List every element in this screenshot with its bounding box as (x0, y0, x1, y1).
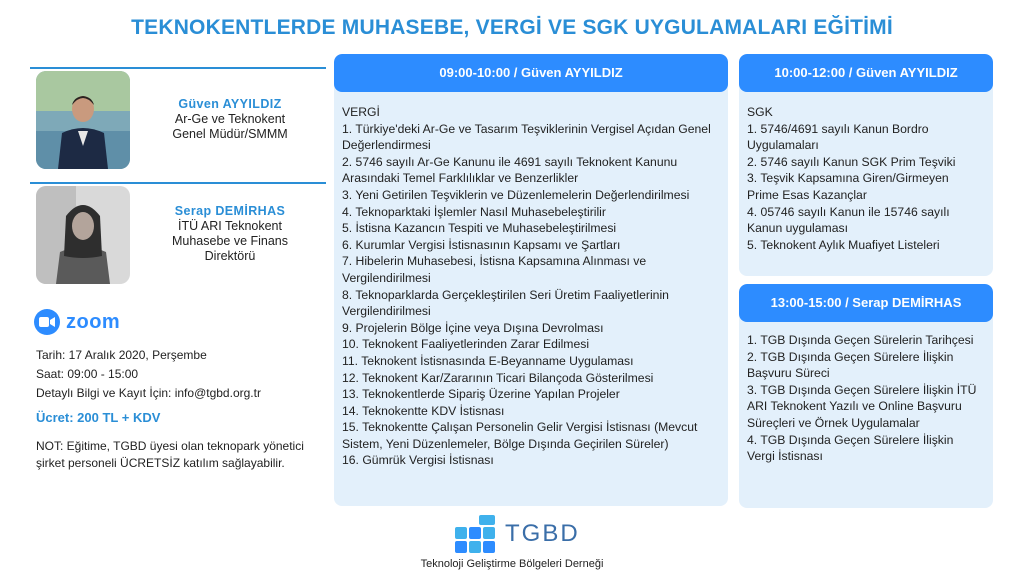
event-time: Saat: 09:00 - 15:00 (36, 367, 139, 381)
logo-text: TGBD (505, 520, 580, 547)
session-header: 09:00-10:00 / Güven AYYILDIZ (334, 54, 728, 92)
session-topic: 8. Teknoparklarda Gerçekleştirilen Seri Üretim Faaliyetlerinin Vergilendirilmesi (342, 287, 669, 319)
speaker-role: Muhasebe ve Finans (171, 234, 289, 248)
zoom-logo (34, 308, 120, 336)
session-topic: 13. Teknokentlerde Sipariş Üzerine Yapılan Projeler (342, 387, 620, 402)
session-topic: 7. Hibelerin Muhasebesi, İstisna Kapsamına Alınması ve Vergilendirilmesi (342, 254, 647, 285)
session-topic: 1. Türkiye'deki Ar-Ge ve Tasarım Teşviklerinin Vergisel Açıdan Genel Değerlendirmesi (342, 121, 711, 153)
session-topic: 6. Kurumlar Vergisi İstisnasının Kapsamı ve Şartları (342, 237, 621, 252)
divider (30, 67, 326, 69)
logo-subtitle: Teknoloji Geliştirme Bölgeleri Derneği (420, 558, 604, 570)
divider (30, 182, 326, 184)
event-date: Tarih: 17 Aralık 2020, Perşembe (36, 348, 207, 362)
session-topic: 3. TGB Dışında Geçen Sürelere İlişkin İTÜ ARI Teknokent Yazılı ve Online Başvuru Süreçleri ve Örnek Uygulamalar (747, 382, 977, 430)
tgbd-logo-icon (455, 515, 497, 553)
speaker-role: İTÜ ARI Teknokent (178, 219, 282, 233)
session-topic: VERGİ (342, 105, 380, 119)
session-topic: 1. 5746/4691 sayılı Kanun Bordro Uygulamaları (747, 121, 929, 153)
session-topic: 16. Gümrük Vergisi İstisnası (342, 453, 494, 468)
session-topic: 5. Teknokent Aylık Muafiyet Listeleri (747, 237, 940, 252)
speaker-role: Ar-Ge ve Teknokent (174, 112, 286, 126)
video-camera-icon (34, 309, 60, 335)
session-topic: 2. 5746 sayılı Ar-Ge Kanunu ile 4691 sayılı Teknokent Kanunu Arasındaki Temel Farklılıklar ve Benzerlikler (342, 154, 678, 186)
session-topic: 2. TGB Dışında Geçen Sürelere İlişkin Başvuru Süreci (747, 349, 954, 381)
event-contact: Detaylı Bilgi ve Kayıt İçin: info@tgbd.org.tr (36, 386, 261, 400)
speaker-info-2 (138, 204, 322, 264)
page-title: TEKNOKENTLERDE MUHASEBE, VERGİ VE SGK UYGULAMALARI EĞİTİMİ (131, 16, 893, 39)
session-topic: 3. Yeni Getirilen Teşviklerin ve Düzenlemelerin Değerlendirilmesi (342, 187, 690, 202)
speaker-info-1 (138, 97, 322, 142)
speaker-photo-2 (36, 186, 130, 284)
speaker-role: Genel Müdür/SMMM (172, 127, 288, 141)
session-topic: SGK (747, 105, 773, 119)
session-topic: 5. İstisna Kazancın Tespiti ve Muhasebeleştirilmesi (342, 221, 617, 236)
tgbd-logo (455, 515, 580, 553)
session-topics (739, 322, 993, 465)
session-card-2 (739, 54, 993, 276)
session-header: 10:00-12:00 / Güven AYYILDIZ (739, 54, 993, 92)
session-topic: 12. Teknokent Kar/Zararının Ticari Bilançoda Gösterilmesi (342, 370, 654, 385)
session-topic: 4. Teknoparktaki İşlemler Nasıl Muhasebeleştirilir (342, 204, 606, 219)
session-header: 13:00-15:00 / Serap DEMİRHAS (739, 284, 993, 322)
session-topic: 3. Teşvik Kapsamına Giren/Girmeyen Prime Esas Kazançlar (747, 171, 949, 202)
session-topic: 1. TGB Dışında Geçen Sürelerin Tarihçesi (747, 333, 974, 347)
session-topics (739, 92, 993, 253)
speaker-photo-1 (36, 71, 130, 169)
speaker-name: Serap DEMİRHAS (174, 204, 286, 218)
speaker-card-1 (30, 67, 326, 173)
session-topic: 14. Teknokentte KDV İstisnası (342, 403, 505, 418)
session-topic: 11. Teknokent İstisnasında E-Beyanname Uygulaması (342, 353, 634, 368)
session-topic: 15. Teknokentte Çalışan Personelin Gelir Vergisi İstisnası (Mevcut Sistem, Yeni Düzenlemeler, Bölge Dışında Geçirilen Süreler) (342, 420, 698, 451)
zoom-label: zoom (66, 310, 121, 333)
session-topic: 4. TGB Dışında Geçen Sürelere İlişkin Vergi İstisnası (747, 432, 954, 464)
session-topics (334, 92, 728, 469)
session-topic: 4. 05746 sayılı Kanun ile 15746 sayılı Kanun uygulaması (747, 204, 950, 236)
event-note: NOT: Eğitime, TGBD üyesi olan teknopark yönetici şirket personeli ÜCRETSİZ katılım sağlayabilir. (36, 439, 304, 470)
session-topic: 2. 5746 sayılı Kanun SGK Prim Teşviki (747, 154, 956, 169)
session-topic: 10. Teknokent Faaliyetlerinden Zarar Edilmesi (342, 337, 590, 352)
speaker-role: Direktörü (204, 249, 256, 263)
speaker-name: Güven AYYILDIZ (178, 97, 282, 111)
session-card-3 (739, 284, 993, 508)
session-card-1 (334, 54, 728, 506)
speaker-card-2 (30, 182, 326, 288)
event-price: Ücret: 200 TL + KDV (36, 410, 161, 425)
session-topic: 9. Projelerin Bölge İçine veya Dışına Devrolması (342, 320, 604, 335)
